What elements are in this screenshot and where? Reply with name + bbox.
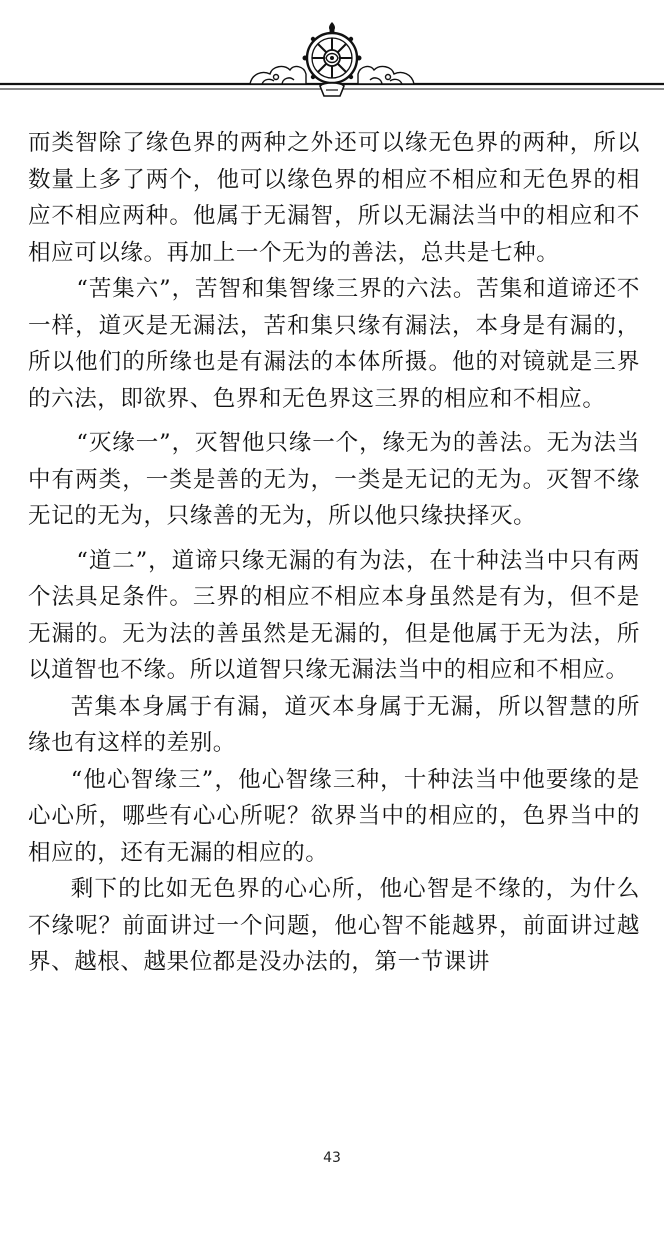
- header-ornament: [0, 0, 664, 110]
- paragraph-1: 而类智除了缘色界的两种之外还可以缘无色界的两种，所以数量上多了两个，他可以缘色界的相应不相应和无色界的相应不相应两种。他属于无漏智，所以无漏法当中的相应和不相应可以缘。再加上一个无为的善法，总共是七种。: [28, 130, 640, 266]
- page-number: 43: [323, 1150, 341, 1166]
- paragraph-5: 苦集本身属于有漏，道灭本身属于无漏，所以智慧的所缘也有这样的差别。: [28, 693, 640, 756]
- paragraph-3: “灭缘一”，灭智他只缘一个，缘无为的善法。无为法当中有两类，一类是善的无为，一类是无记的无为。灭智不缘无记的无为，只缘善的无为，所以他只缘抉择灭。: [28, 430, 640, 529]
- cloud-left-icon: [250, 67, 306, 84]
- paragraph-6: “他心智缘三”，他心智缘三种，十种法当中他要缘的是心心所，哪些有心心所呢？欲界当中的相应的，色界当中的相应的，还有无漏的相应的。: [28, 766, 640, 866]
- paragraph-2: “苦集六”，苦智和集智缘三界的六法。苦集和道谛还不一样，道灭是无漏法，苦和集只缘有漏法，本身是有漏的，所以他们的所缘也是有漏法的本体所摄。他的对镜就是三界的六法，即欲界、色界和无色界这三界的相应和不相应。: [28, 276, 640, 412]
- cloud-right-icon: [358, 67, 414, 84]
- page-body: [28, 125, 640, 981]
- paragraph-7: 剩下的比如无色界的心心所，他心智是不缘的，为什么不缘呢？前面讲过一个问题，他心智不能越界，前面讲过越界、越根、越果位都是没办法的，第一节课讲: [28, 876, 640, 975]
- paragraph-4: “道二”，道谛只缘无漏的有为法，在十种法当中只有两个法具足条件。三界的相应不相应本身虽然是有为，但不是无漏的。无为法的善虽然是无漏的，但是他属于无为法，所以道智也不缘。所以道智只缘无漏法当中的相应和不相应。: [28, 547, 640, 683]
